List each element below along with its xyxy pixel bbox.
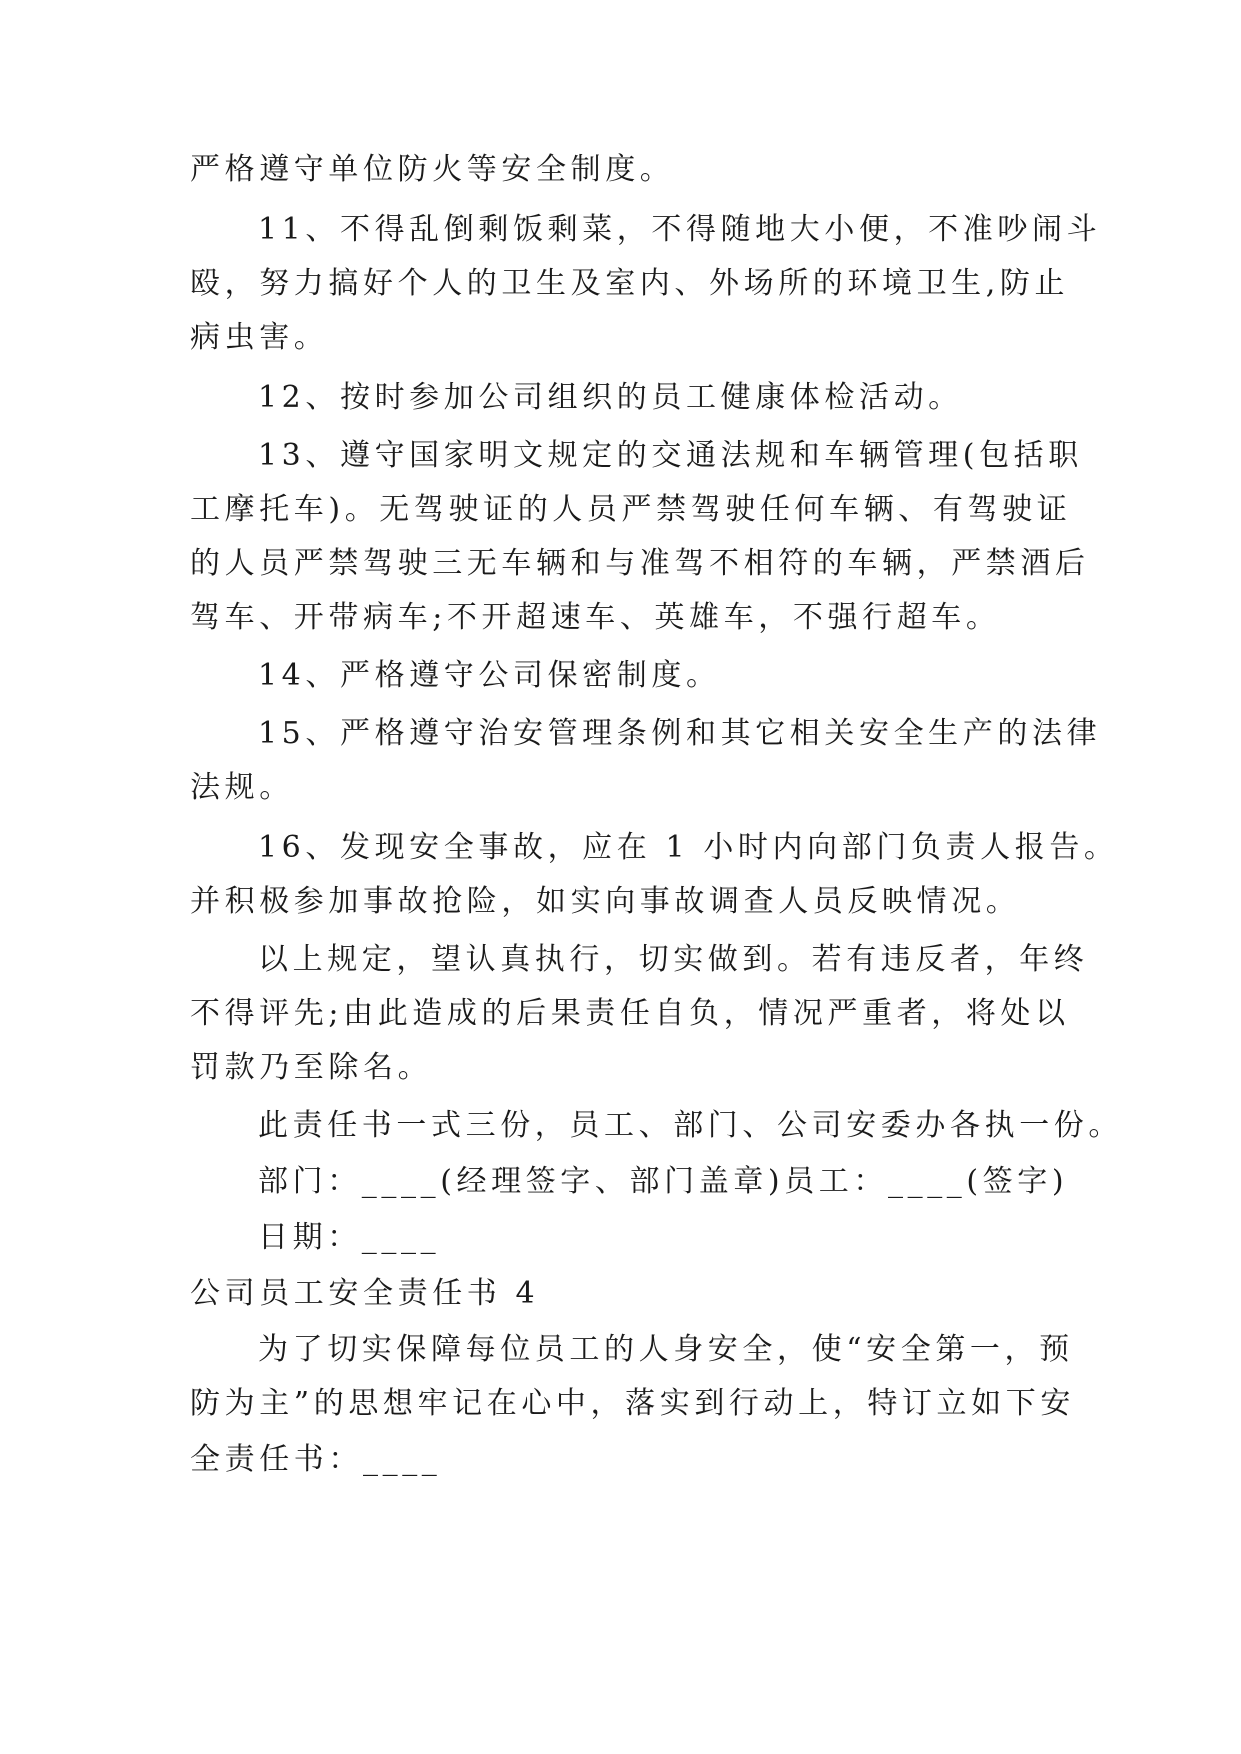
text-line: 并积极参加事故抢险，如实向事故调查人员反映情况。 bbox=[190, 884, 1021, 919]
text-line: 以上规定，望认真执行，切实做到。若有违反者，年终 bbox=[258, 942, 1089, 977]
text-line: 12、按时参加公司组织的员工健康体检活动。 bbox=[258, 380, 963, 415]
text-line: 14、严格遵守公司保密制度。 bbox=[258, 658, 721, 693]
text-line: 此责任书一式三份，员工、部门、公司安委办各执一份。 bbox=[258, 1108, 1123, 1143]
date-line: 日期：____ bbox=[258, 1220, 441, 1255]
signature-line: 部门：____(经理签字、部门盖章)员工：____(签字) bbox=[258, 1164, 1069, 1199]
text-line: 工摩托车)。无驾驶证的人员严禁驾驶任何车辆、有驾驶证 bbox=[190, 492, 1072, 527]
text-line: 法规。 bbox=[190, 770, 294, 805]
text-line: 11、不得乱倒剩饭剩菜，不得随地大小便，不准吵闹斗 bbox=[258, 212, 1102, 247]
text-line: 16、发现安全事故，应在 1 小时内向部门负责人报告。 bbox=[258, 830, 1119, 865]
text-line: 驾车、开带病车;不开超速车、英雄车，不强行超车。 bbox=[190, 600, 1001, 635]
text-line: 不得评先;由此造成的后果责任自负，情况严重者，将处以 bbox=[190, 996, 1070, 1031]
text-line: 全责任书：____ bbox=[190, 1442, 442, 1477]
text-line: 15、严格遵守治安管理条例和其它相关安全生产的法律 bbox=[258, 716, 1102, 751]
text-line: 严格遵守单位防火等安全制度。 bbox=[190, 152, 675, 187]
text-line: 为了切实保障每位员工的人身安全，使“安全第一，预 bbox=[258, 1332, 1074, 1367]
text-line: 防为主”的思想牢记在心中，落实到行动上，特订立如下安 bbox=[190, 1386, 1075, 1421]
text-line: 病虫害。 bbox=[190, 320, 329, 355]
section-title: 公司员工安全责任书 4 bbox=[190, 1276, 540, 1311]
text-line: 罚款乃至除名。 bbox=[190, 1050, 433, 1085]
text-line: 13、遵守国家明文规定的交通法规和车辆管理(包括职 bbox=[258, 438, 1083, 473]
text-line: 殴，努力搞好个人的卫生及室内、外场所的环境卫生,防止 bbox=[190, 266, 1070, 301]
text-line: 的人员严禁驾驶三无车辆和与准驾不相符的车辆，严禁酒后 bbox=[190, 546, 1090, 581]
